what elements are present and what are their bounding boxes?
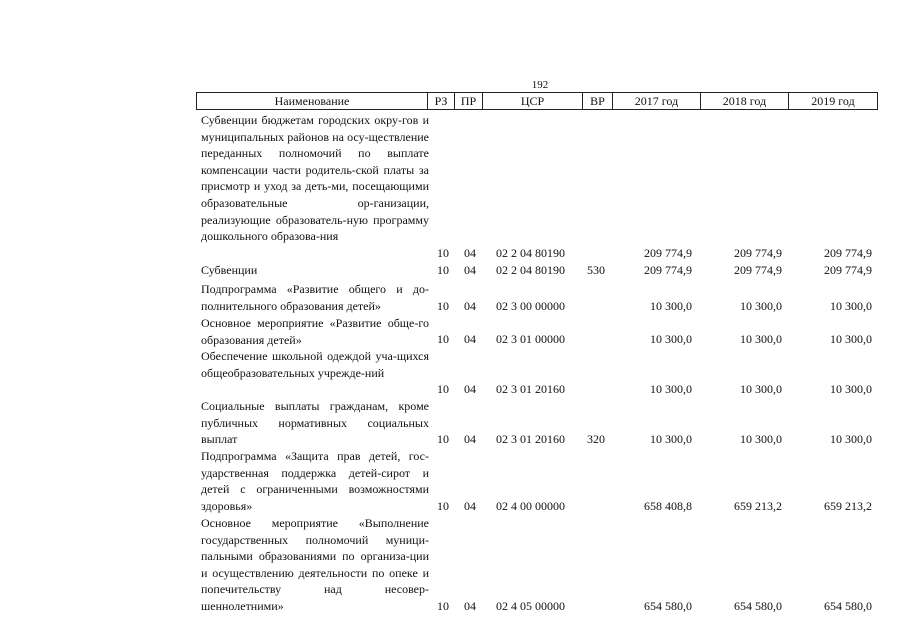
- header-2017: 2017 год: [612, 93, 700, 109]
- row-name: Подпрограмма «Защита прав детей, гос-ударственная поддержка детей-сирот и детей с ограниченными возможностями здоровья»: [201, 449, 429, 513]
- row-rz: 10: [437, 332, 449, 347]
- row-csr: 02 4 00 00000: [496, 499, 565, 514]
- row-rz: 10: [437, 246, 449, 261]
- row-2018: 10 300,0: [740, 299, 782, 314]
- row-rz: 10: [437, 499, 449, 514]
- row-csr: 02 3 00 00000: [496, 299, 565, 314]
- row-name: Основное мероприятие «Выполнение государственных полномочий муници-пальными образованиями по организа-ции и осуществлению деятельности по опеке и попечительству над несовер-шеннолетними»: [201, 516, 429, 613]
- row-vr: 320: [587, 432, 605, 447]
- row-pr: 04: [464, 432, 476, 447]
- row-2019: 654 580,0: [824, 599, 872, 614]
- row-rz: 10: [437, 263, 449, 278]
- row-2019: 10 300,0: [830, 299, 872, 314]
- row-csr: 02 4 05 00000: [496, 599, 565, 614]
- row-2017: 10 300,0: [650, 332, 692, 347]
- header-vr: ВР: [582, 93, 612, 109]
- header-2019: 2019 год: [788, 93, 877, 109]
- table-row: [0, 398, 905, 448]
- row-2018: 10 300,0: [740, 432, 782, 447]
- header-name: Наименование: [274, 94, 350, 108]
- row-2018: 659 213,2: [734, 499, 782, 514]
- row-2018: 10 300,0: [740, 382, 782, 397]
- table-row: [0, 262, 905, 279]
- row-2017: 10 300,0: [650, 432, 692, 447]
- row-csr: 02 3 01 00000: [496, 332, 565, 347]
- row-pr: 04: [464, 246, 476, 261]
- table-row: [0, 448, 905, 515]
- page-number: 192: [531, 79, 549, 91]
- header-2018: 2018 год: [700, 93, 788, 109]
- row-2017: 654 580,0: [644, 599, 692, 614]
- row-name: Подпрограмма «Развитие общего и до-полнительного образования детей»: [201, 282, 429, 313]
- row-name: Обеспечение школьной одеждой уча-щихся общеобразовательных учрежде-ний: [201, 349, 429, 380]
- row-rz: 10: [437, 382, 449, 397]
- row-rz: 10: [437, 599, 449, 614]
- row-2018: 209 774,9: [734, 246, 782, 261]
- row-name: Субвенции бюджетам городских окру-гов и муниципальных районов на осу-ществление переданных полномочий по выплате компенсации части родитель-ской платы за присмотр и уход за деть-ми, посещающими образовательные ор-ганизации, реализующие образователь-ную программу дошкольного образова-ния: [201, 113, 429, 244]
- header-rz: РЗ: [427, 93, 454, 109]
- row-vr: 530: [587, 263, 605, 278]
- header-pr: ПР: [454, 93, 482, 109]
- row-2019: 209 774,9: [824, 246, 872, 261]
- table-row: [0, 348, 905, 398]
- table-row: [0, 315, 905, 348]
- row-rz: 10: [437, 299, 449, 314]
- row-pr: 04: [464, 599, 476, 614]
- row-2019: 10 300,0: [830, 382, 872, 397]
- header-csr: ЦСР: [482, 93, 582, 109]
- row-pr: 04: [464, 332, 476, 347]
- row-name: Субвенции: [201, 263, 258, 277]
- row-2019: 10 300,0: [830, 332, 872, 347]
- row-pr: 04: [464, 299, 476, 314]
- row-csr: 02 2 04 80190: [496, 263, 565, 278]
- row-2019: 659 213,2: [824, 499, 872, 514]
- row-csr: 02 2 04 80190: [496, 246, 565, 261]
- row-2019: 209 774,9: [824, 263, 872, 278]
- row-name: Социальные выплаты гражданам, кроме публичных нормативных социальных выплат: [201, 399, 429, 447]
- row-rz: 10: [437, 432, 449, 447]
- row-pr: 04: [464, 263, 476, 278]
- row-csr: 02 3 01 20160: [496, 382, 565, 397]
- row-2017: 10 300,0: [650, 299, 692, 314]
- row-pr: 04: [464, 382, 476, 397]
- row-2019: 10 300,0: [830, 432, 872, 447]
- row-pr: 04: [464, 499, 476, 514]
- row-name: Основное мероприятие «Развитие обще-го образования детей»: [201, 316, 429, 347]
- row-2018: 209 774,9: [734, 263, 782, 278]
- row-2017: 209 774,9: [644, 263, 692, 278]
- row-2018: 10 300,0: [740, 332, 782, 347]
- row-csr: 02 3 01 20160: [496, 432, 565, 447]
- row-2018: 654 580,0: [734, 599, 782, 614]
- row-2017: 209 774,9: [644, 246, 692, 261]
- row-2017: 10 300,0: [650, 382, 692, 397]
- table-row: [0, 112, 905, 262]
- row-2017: 658 408,8: [644, 499, 692, 514]
- table-row: [0, 515, 905, 615]
- table-row: [0, 281, 905, 315]
